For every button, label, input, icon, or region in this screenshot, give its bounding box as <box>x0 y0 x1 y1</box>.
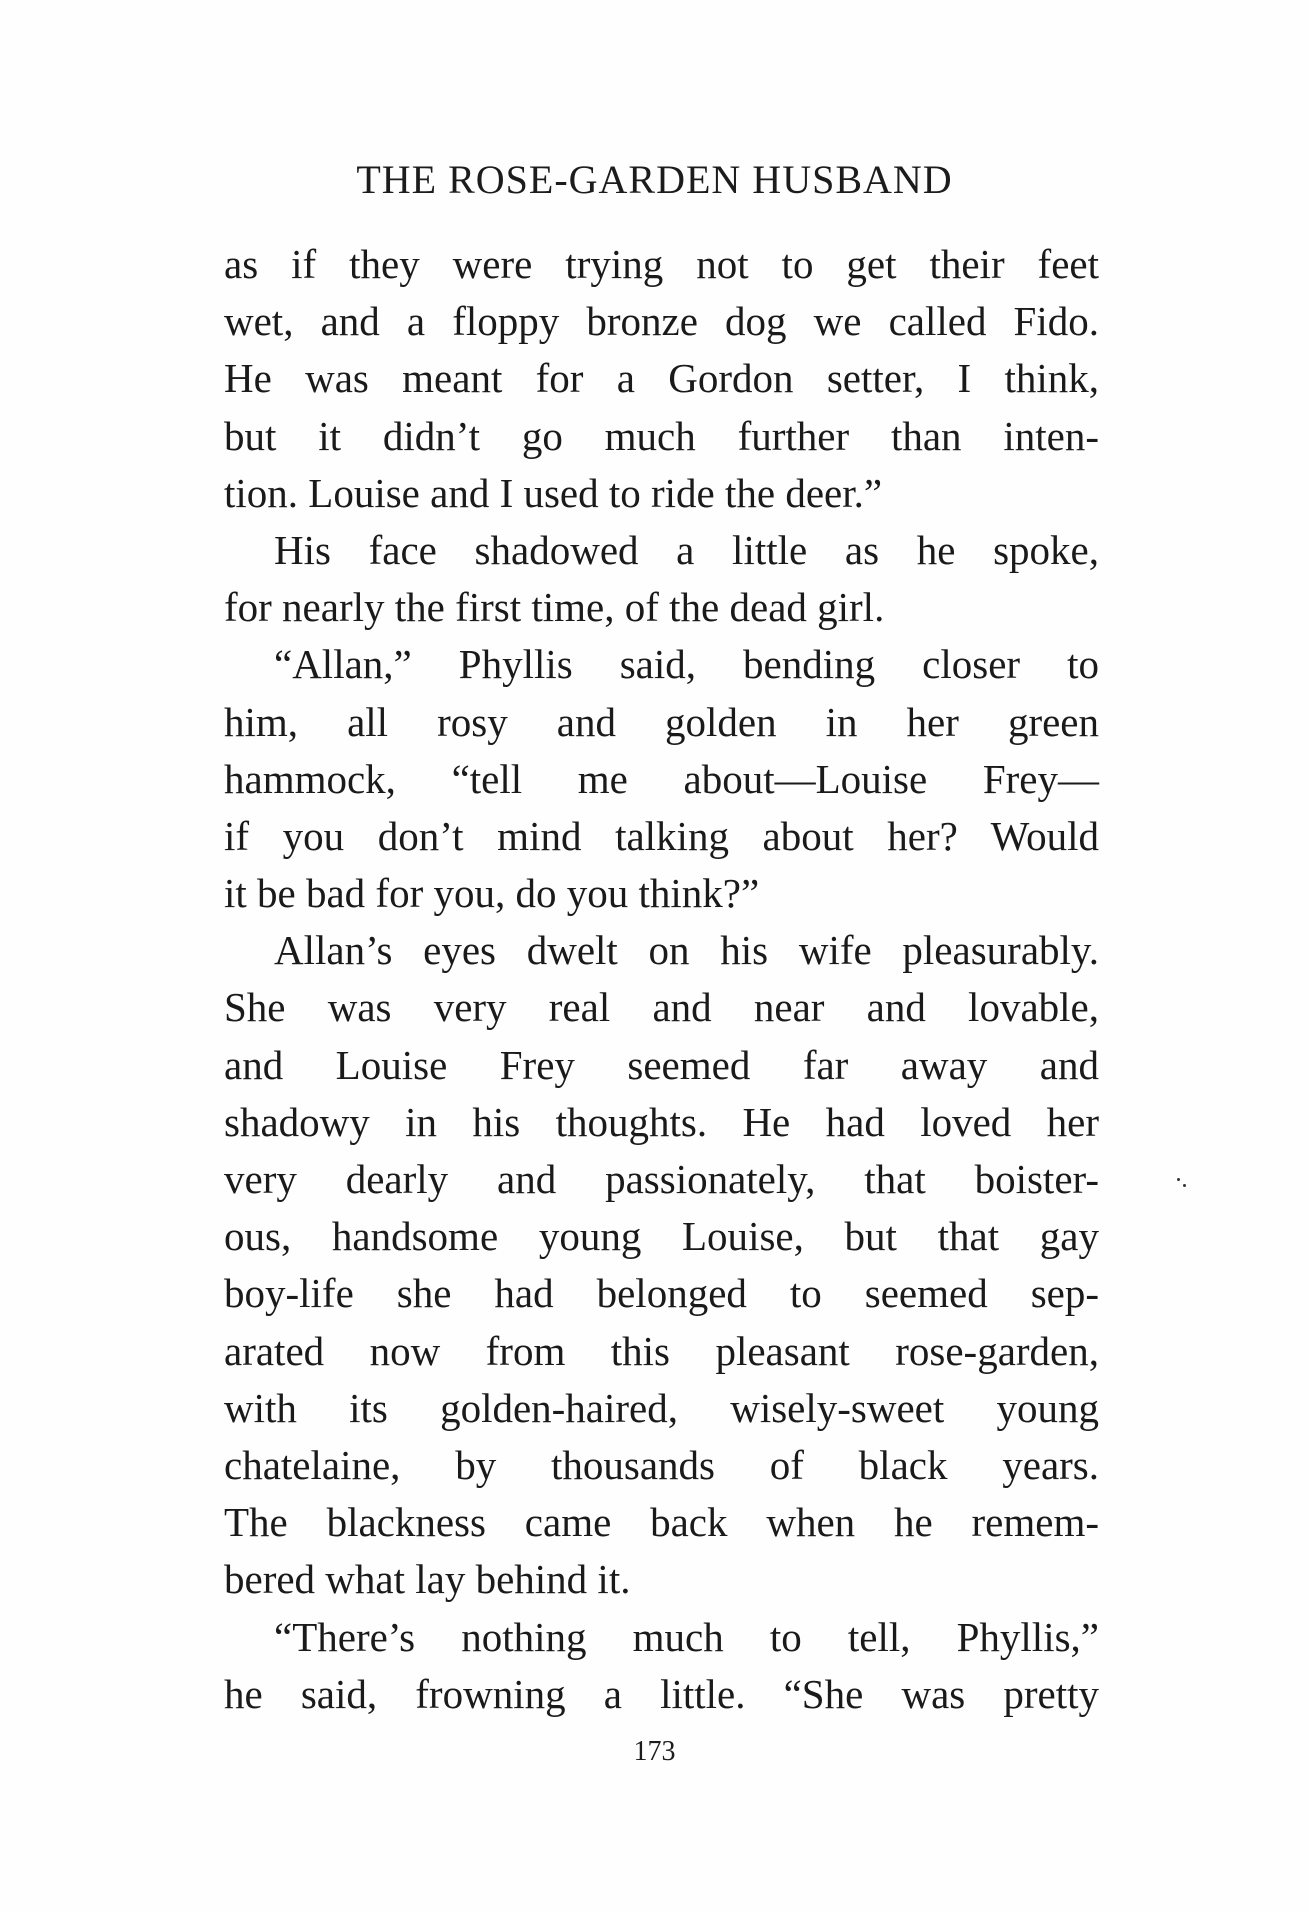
text-line: if you don’t mind talking about her? Would <box>224 812 1099 859</box>
text-line: chatelaine, by thousands of black years. <box>224 1441 1099 1488</box>
text-line: but it didn’t go much further than inten- <box>224 412 1099 459</box>
text-line: him, all rosy and golden in her green <box>224 698 1099 745</box>
text-line: it be bad for you, do you think?” <box>224 870 760 917</box>
text-line: and Louise Frey seemed far away and <box>224 1041 1099 1088</box>
text-line: very dearly and passionately, that boister- <box>224 1156 1099 1202</box>
ink-speck <box>1183 1184 1186 1187</box>
text-line: His face shadowed a little as he spoke, <box>274 526 1099 573</box>
text-line: arated now from this pleasant rose-garden, <box>224 1327 1099 1374</box>
text-line: “Allan,” Phyllis said, bending closer to <box>274 641 1099 688</box>
running-head: THE ROSE-GARDEN HUSBAND <box>356 157 953 202</box>
text-line: boy-life she had belonged to seemed sep- <box>224 1270 1099 1317</box>
text-line: She was very real and near and lovable, <box>224 984 1099 1031</box>
text-line: he said, frowning a little. “She was pretty <box>224 1670 1099 1717</box>
page-number: 173 <box>633 1736 676 1767</box>
text-line: “There’s nothing much to tell, Phyllis,” <box>274 1613 1099 1660</box>
text-line: bered what lay behind it. <box>224 1556 631 1603</box>
ink-speck <box>1177 1178 1180 1181</box>
text-line: He was meant for a Gordon setter, I think, <box>224 355 1099 402</box>
text-line: tion. Louise and I used to ride the deer.” <box>224 469 883 516</box>
text-line: The blackness came back when he remem- <box>224 1499 1099 1546</box>
text-line: ous, handsome young Louise, but that gay <box>224 1213 1099 1260</box>
text-line: Allan’s eyes dwelt on his wife pleasurably. <box>274 927 1099 974</box>
text-line: hammock, “tell me about—Louise Frey— <box>224 755 1099 802</box>
text-line: shadowy in his thoughts. He had loved her <box>224 1098 1099 1145</box>
text-line: as if they were trying not to get their feet <box>224 241 1099 287</box>
text-line: with its golden-haired, wisely-sweet young <box>224 1384 1099 1431</box>
text-line: wet, and a floppy bronze dog we called Fido. <box>224 298 1099 345</box>
page-body-text <box>224 236 1099 1723</box>
text-line: for nearly the first time, of the dead girl. <box>224 584 885 631</box>
